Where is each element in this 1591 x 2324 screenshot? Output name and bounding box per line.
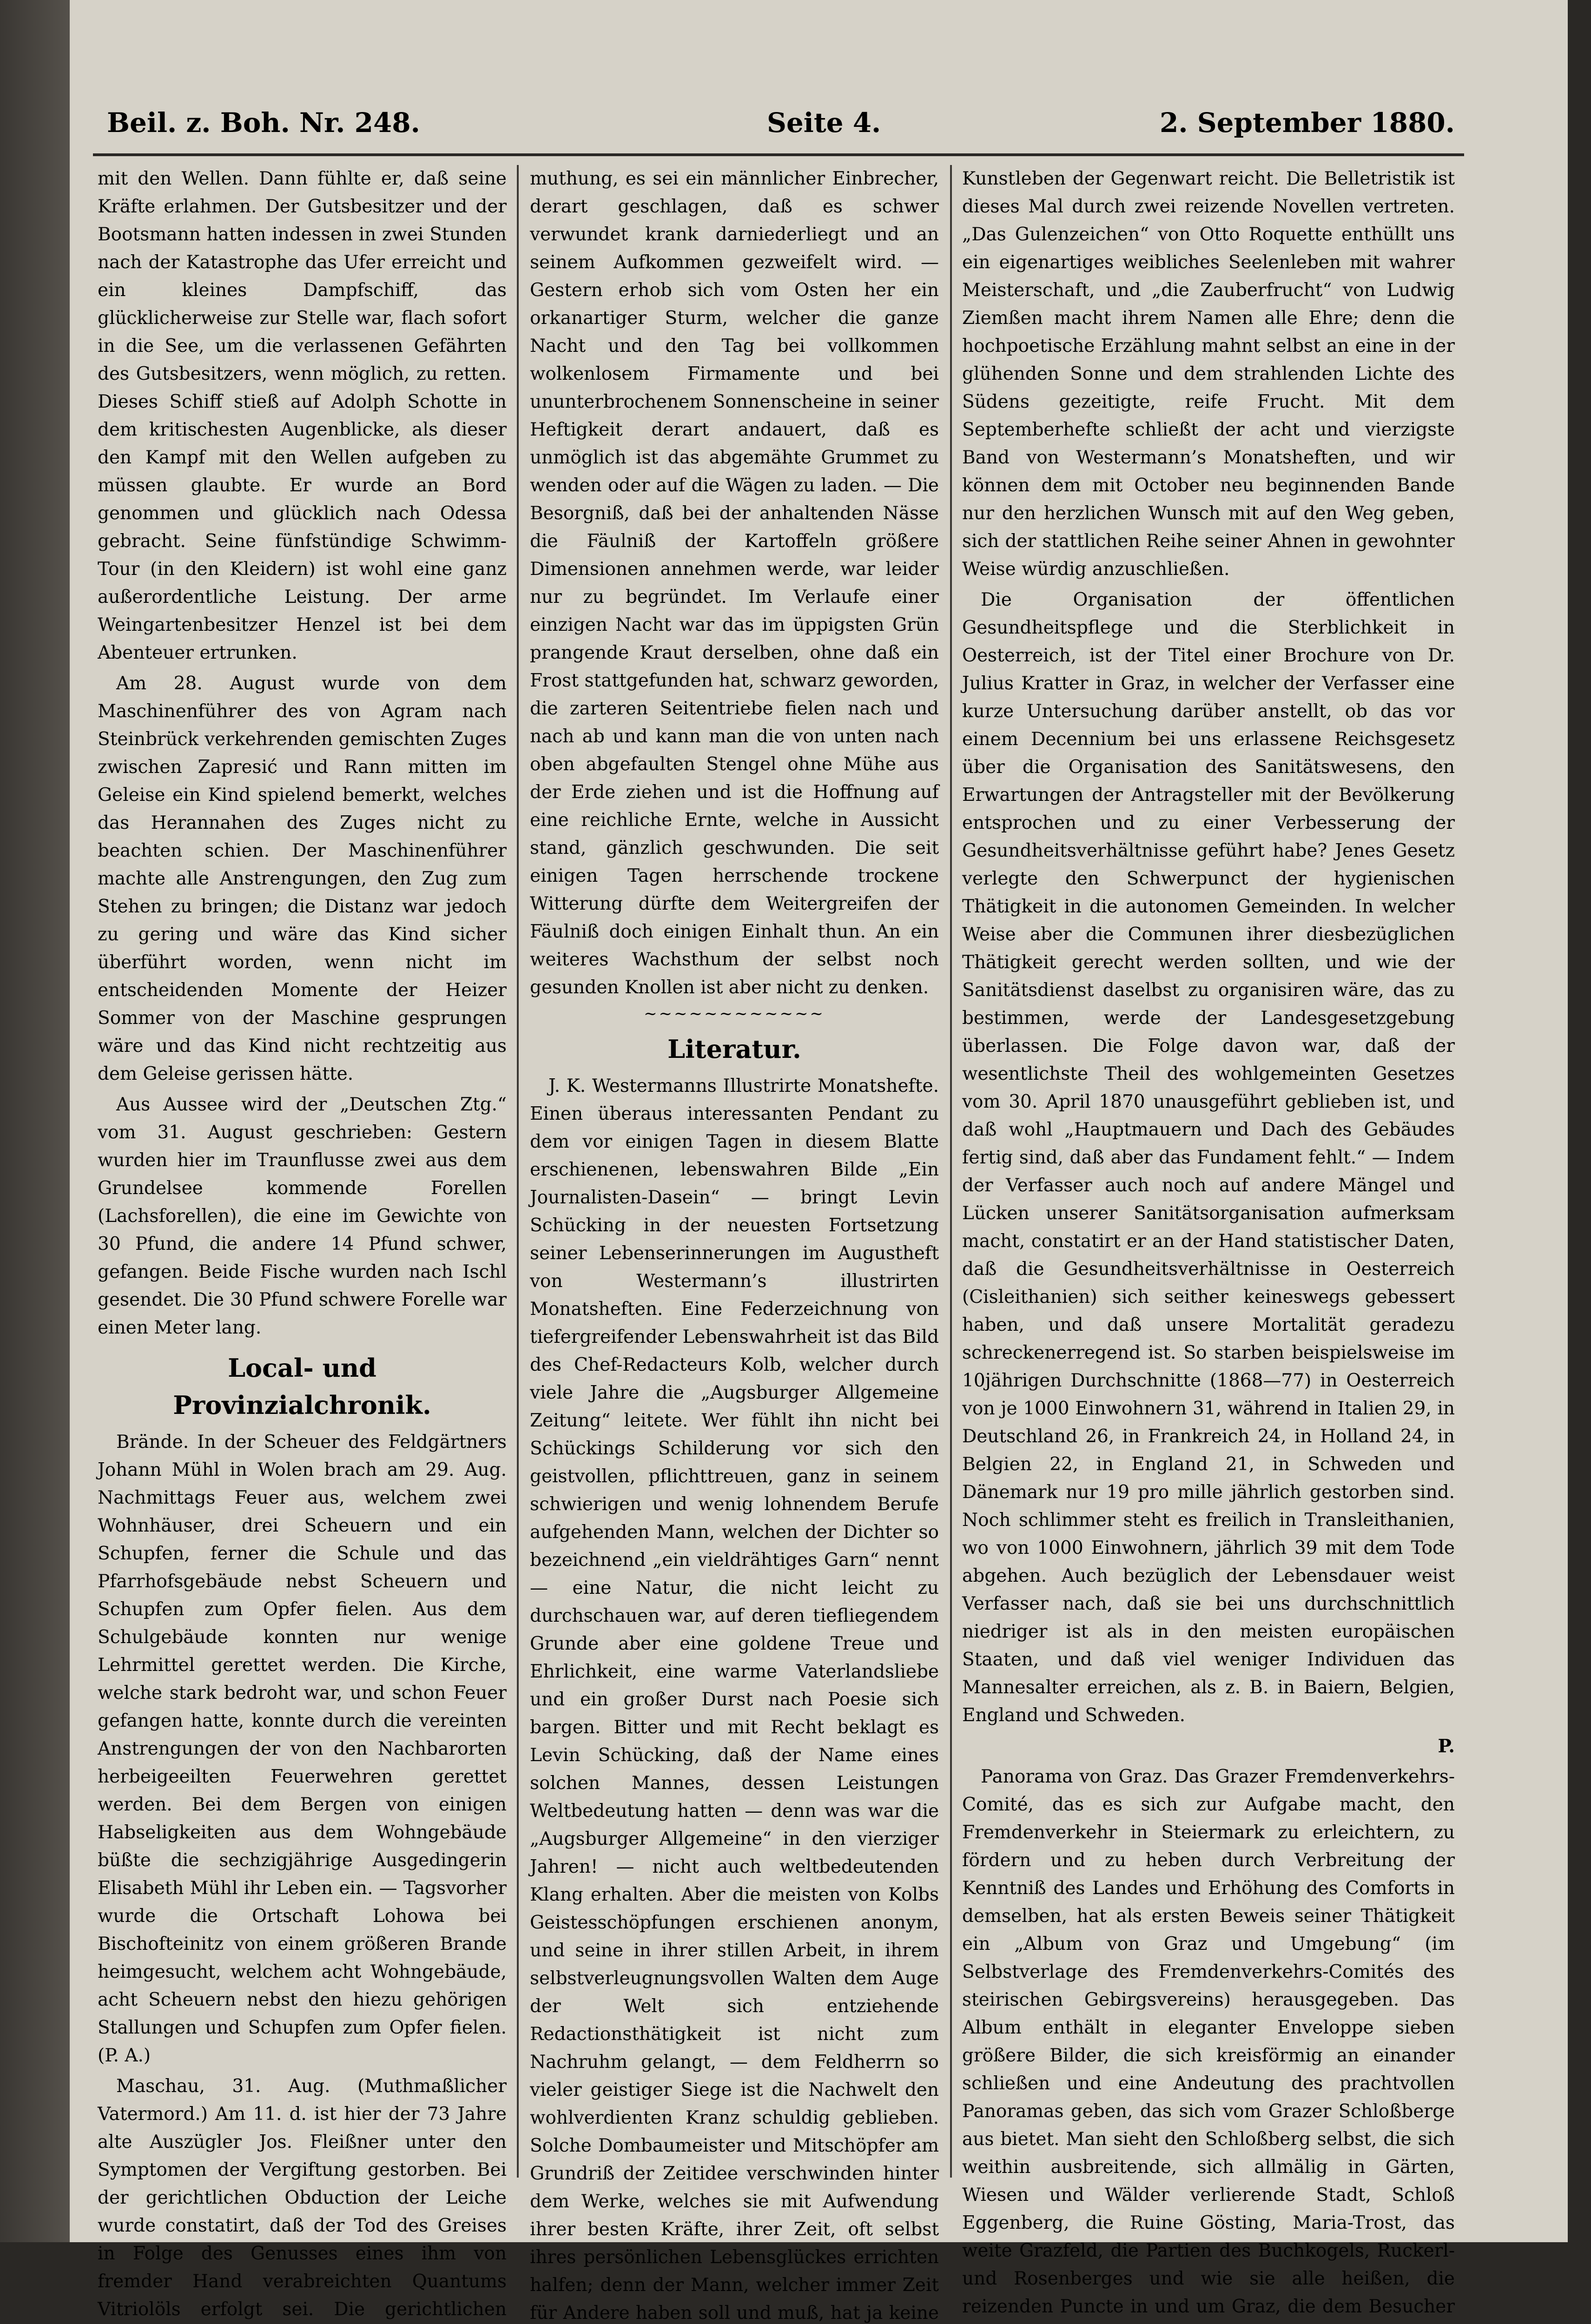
article-paragraph: muthung, es sei ein männlicher Einbrecher, derart geschlagen, daß es schwer verwundet krank darniederliegt und an seinem Aufkommen gezweifelt wird. — Gestern erhob sich vom Osten her ein orkanartiger Sturm, welcher die ganze Nacht und den Tag bei vollkommen wolkenlosem Firmamente und bei ununterbrochenem Sonnenscheine in seiner Heftigkeit derart andauert, daß es unmöglich ist das abgemähte Grummet zu wenden oder auf die Wägen zu laden. — Die Besorgniß, daß bei der anhaltenden Nässe die Fäulniß der Kartoffeln größere Dimensionen annehmen werde, war leider nur zu begründet. Im Verlaufe einer einzigen Nacht war das im üppigsten Grün prangende Kraut derselben, ohne daß ein Frost stattgefunden hat, schwarz geworden, die zarteren Seitentriebe fielen nach und nach ab und kann man die von unten nach oben abgefaulten Stengel ohne Mühe aus der Erde ziehen und ist die Hoffnung auf eine reichliche Ernte, welche in Aussicht stand, gänzlich geschwunden. Die seit einigen Tagen herrschende trockene Witterung dürfte dem Weitergreifen der Fäulniß doch einigen Einhalt thun. An ein weiteres Wachsthum der selbst noch gesunden Knollen ist aber nicht zu denken. bbox=[530, 168, 939, 998]
column-separator bbox=[517, 165, 519, 2178]
column-1 bbox=[98, 165, 507, 2320]
page-number: Seite 4. bbox=[767, 107, 881, 139]
author-signature: P. bbox=[1438, 1736, 1455, 1757]
article-paragraph: Maschau, 31. Aug. (Muthmaßlicher Vatermord.) Am 11. d. ist hier der 73 Jahre alte Auszügler Jos. Fleißner unter den Symptomen der Vergiftung gestorben. Bei der gerichtlichen Obduction der Leiche wurde constatirt, daß der Tod des Greises in Folge des Genusses eines ihm von fremder Hand verabreichten Quantums Vitriolöls erfolgt sei. Die gerichtlichen bbox=[98, 2076, 507, 2320]
article-paragraph: Brände. In der Scheuer des Feldgärtners Johann Mühl in Wolen brach am 29. Aug. Nachmittags Feuer aus, welchem zwei Wohnhäuser, drei Scheuern und ein Schupfen, ferner die Schule und das Pfarrhofsgebäude nebst Scheuern und Schupfen zum Opfer fielen. Aus dem Schulgebäude konnten nur wenige Lehrmittel gerettet werden. Die Kirche, welche stark bedroht war, und schon Feuer gefangen hatte, konnte durch die vereinten Anstrengungen der von den Nachbarorten herbeigeeilten Feuerwehren gerettet werden. Bei dem Bergen von einigen Habseligkeiten aus dem Wohngebäude büßte die sechzigjährige Ausgedingerin Elisabeth Mühl ihr Leben ein. — Tagsvorher wurde die Ortschaft Lohowa bei Bischofteinitz von einem größeren Brande heimgesucht, welchem acht Wohngebäude, acht Scheuern nebst den hiezu gehörigen Stallungen und Schupfen zum Opfer fielen. (P. A.) bbox=[98, 1432, 507, 2066]
column-3 bbox=[962, 165, 1455, 2317]
article-paragraph: J. K. Westermanns Illustrirte Monatshefte. Einen überaus interessanten Pendant zu dem vor einigen Tagen in diesem Blatte erschienenen, lebenswahren Bilde „Ein Journalisten-Dasein“ — bringt Levin Schücking in der neuesten Fortsetzung seiner Lebenserinnerungen im Augustheft von Westermann’s illustrirten Monatsheften. Eine Federzeichnung von tiefergreifender Lebenswahrheit ist das Bild des Chef-Redacteurs Kolb, welcher durch viele Jahre die „Augsburger Allgemeine Zeitung“ leitete. Wer fühlt ihn nicht bei Schückings Schilderung vor sich den geistvollen, pflichttreuen, ganz in seinem schwierigen und wenig lohnendem Berufe aufgehenden Mann, welchen der Dichter so bezeichnend „ein vieldrähtiges Garn“ nennt — eine Natur, die nicht leicht zu durchschauen war, auf deren tiefliegendem Grunde aber eine goldene Treue und Ehrlichkeit, eine warme Vaterlandsliebe und ein großer Durst nach Poesie sich bargen. Bitter und mit Recht beklagt es Levin Schücking, daß der Name eines solchen Mannes, dessen Leistungen Weltbedeutung hatten — denn was war die „Augsburger Allgemeine“ in den vierziger Jahren! — nicht auch weltbedeutenden Klang erhalten. Aber die meisten von Kolbs Geistesschöpfungen erschienen anonym, und seine in ihrer stillen Arbeit, in ihrem selbstverleugnungsvollen Walten dem Auge der Welt sich entziehende Redactionsthätigkeit ist nicht zum Nachruhm gelangt, — dem Feldherrn so vieler geistiger Siege ist die Nachwelt den wohlverdienten Kranz schuldig geblieben. Solche Dombaumeister und Mitschöpfer am Grundriß der Zeitidee verschwinden hinter dem Werke, welches sie mit Aufwendung ihrer besten Kräfte, ihrer Zeit, oft selbst ihres persönlichen Lebensglückes errichten halfen; denn der Mann, welcher immer Zeit für Andere haben soll und muß, hat ja keine bbox=[530, 1076, 939, 2324]
section-title-local-chronicle: Local- und Provinzialchronik. bbox=[173, 1353, 431, 1420]
column-2 bbox=[530, 165, 939, 2324]
article-paragraph: mit den Wellen. Dann fühlte er, daß seine Kräfte erlahmen. Der Gutsbesitzer und der Bootsmann hatten indessen in zwei Stunden nach der Katastrophe das Ufer erreicht und ein kleines Dampfschiff, das glücklicherweise zur Stelle war, flach sofort in die See, um die verlassenen Gefährten des Gutsbesitzers, wenn möglich, zu retten. Dieses Schiff stieß auf Adolph Schotte in dem kritischesten Augenblicke, als dieser den Kampf mit den Wellen aufgeben zu müssen glaubte. Er wurde an Bord genommen und glücklich nach Odessa gebracht. Seine fünfstündige Schwimm-Tour (in den Kleidern) ist wohl eine ganz außerordentliche Leistung. Der arme Weingartenbesitzer Henzel ist bei dem Abenteuer ertrunken. bbox=[98, 168, 507, 663]
page-header bbox=[93, 102, 1464, 149]
scan-border bbox=[0, 0, 70, 2242]
article-paragraph: Die Organisation der öffentlichen Gesundheitspflege und die Sterblichkeit in Oesterreich, ist der Titel einer Brochure von Dr. Julius Kratter in Graz, in welcher der Verfasser eine kurze Untersuchung darüber anstellt, ob das vor einem Decennium bei uns erlassene Reichsgesetz über die Organisation des Sanitätswesens, den Erwartungen der Antragsteller mit der Bevölkerung entsprochen und zu einer Verbesserung der Gesundheitsverhältnisse geführt habe? Jenes Gesetz verlegte den Schwerpunct der hygienischen Thätigkeit in die autonomen Gemeinden. In welcher Weise aber die Communen ihrer diesbezüglichen Thätigkeit gerecht werden sollten, und wie der Sanitätsdienst daselbst zu organisiren wäre, das zu bestimmen, werde der Landesgesetzgebung überlassen. Die Folge davon war, daß der wesentlichste Theil des wohlgemeinten Gesetzes vom 30. April 1870 unausgeführt geblieben ist, und daß wohl „Hauptmauern und Dach des Gebäudes fertig sind, daß aber das Fundament fehlt.“ — Indem der Verfasser auch noch auf andere Mängel und Lücken unserer Sanitätsorganisation aufmerksam macht, constatirt er an der Hand statistischer Daten, daß die Gesundheitsverhältnisse in Oesterreich (Cisleithanien) sich seither keineswegs gebessert haben, und daß unsere Mortalität geradezu schreckenerregend ist. So starben beispielsweise im 10jährigen Durchschnitte (1868—77) in Oesterreich von je 1000 Einwohnern 31, während in Italien 29, in Deutschland 26, in Frankreich 24, in Holland 24, in Belgien 22, in England 21, in Schweden und Dänemark nur 19 pro mille jährlich gestorben sind. Noch schlimmer steht es freilich in Transleithanien, wo von 1000 Einwohnern, jährlich 39 mit dem Tode abgehen. Auch bezüglich der Lebensdauer weist Verfasser nach, daß sie bei uns durchschnittlich niedriger ist als in den meisten europäischen Staaten, und daß viel weniger Individuen das Mannesalter erreichen, als z. B. in Baiern, Belgien, England und Schweden. bbox=[962, 589, 1455, 1726]
column-separator bbox=[950, 165, 952, 2178]
article-paragraph: Aus Aussee wird der „Deutschen Ztg.“ vom 31. August geschrieben: Gestern wurden hier im Traunflusse zwei aus dem Grundelsee kommende Forellen (Lachsforellen), die eine im Gewichte von 30 Pfund, die andere 14 Pfund schwer, gefangen. Beide Fische wurden nach Ischl gesendet. Die 30 Pfund schwere Forelle war einen Meter lang. bbox=[98, 1094, 507, 1338]
article-paragraph: Am 28. August wurde von dem Maschinenführer des von Agram nach Steinbrück verkehrenden gemischten Zuges zwischen Zapresić und Rann mitten im Geleise ein Kind spielend bemerkt, welches das Herannahen des Zuges nicht zu beachten schien. Der Maschinenführer machte alle Anstrengungen, den Zug zum Stehen zu bringen; die Distanz war jedoch zu gering und wäre das Kind sicher überführt worden, wenn nicht im entscheidenden Momente der Heizer Sommer von der Maschine gesprungen wäre und das Kind nicht rechtzeitig aus dem Geleise gerissen hätte. bbox=[98, 673, 507, 1084]
issue-date: 2. September 1880. bbox=[1160, 107, 1455, 139]
section-title-literature: Literatur. bbox=[667, 1034, 801, 1064]
header-rule bbox=[93, 153, 1464, 156]
article-paragraph: Panorama von Graz. Das Grazer Fremdenverkehrs-Comité, das es sich zur Aufgabe macht, den Fremdenverkehr in Steiermark zu erleichtern, zu fördern und zu heben durch Verbreitung der Kenntniß des Landes und Erhöhung des Comforts in demselben, hat als ersten Beweis seiner Thätigkeit ein „Album von Graz und Umgebung“ (im Selbstverlage des Fremdenverkehrs-Comités des steirischen Gebirgsvereins) herausgegeben. Das Album enthält in eleganter Enveloppe sieben größere Bilder, die sich kreisförmig an einander schließen und eine Andeutung des prachtvollen Panoramas geben, das sich vom Grazer Schloßberge aus bietet. Man sieht den Schloßberg selbst, die sich weithin ausbreitende, sich allmälig in Gärten, Wiesen und Wälder verlierende Stadt, Schloß Eggenberg, die Ruine Gösting, Maria-Trost, das weite Grazfeld, die Partien des Buchkogels, Ruckerl- und Rosenberges und wie sie alle heißen, die reizenden Puncte in und um Graz, die dem Besucher bbox=[962, 1766, 1455, 2317]
wavy-divider: ~~~~~~~~~~~~ bbox=[644, 1004, 825, 1023]
article-paragraph: Kunstleben der Gegenwart reicht. Die Belletristik ist dieses Mal durch zwei reizende Novellen vertreten. „Das Gulenzeichen“ von Otto Roquette enthüllt uns ein eigenartiges weibliches Seelenleben mit wahrer Meisterschaft, und „die Zauberfrucht“ von Ludwig Ziemßen macht ihrem Namen alle Ehre; denn die hochpoetische Erzählung mahnt selbst an eine in der glühenden Sonne und dem strahlenden Lichte des Südens gezeitigte, reife Frucht. Mit dem Septemberhefte schließt der acht und vierzigste Band von Westermann’s Monatsheften, und wir können dem mit October neu beginnenden Bande nur den herzlichen Wunsch mit auf den Weg geben, sich der stattlichen Reihe seiner Ahnen in gewohnter Weise würdig anzuschließen. bbox=[962, 168, 1455, 580]
supplement-label: Beil. z. Boh. Nr. 248. bbox=[107, 107, 420, 139]
